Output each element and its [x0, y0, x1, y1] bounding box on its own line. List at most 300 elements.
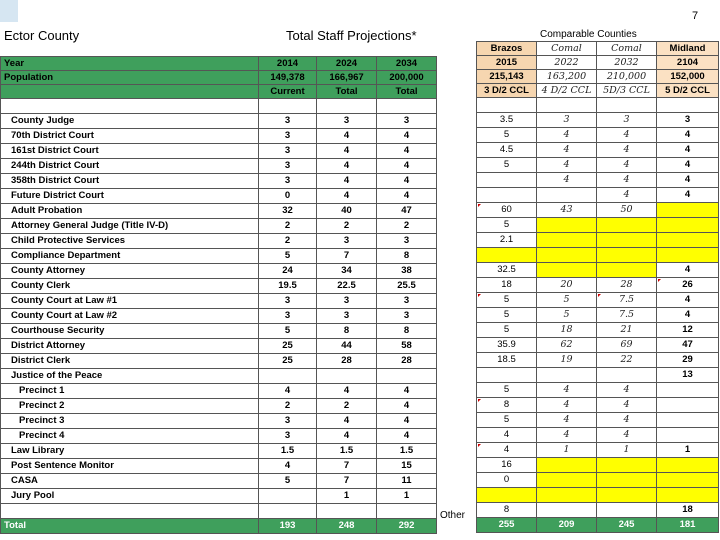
header-cell: 2024 [317, 57, 377, 71]
comparable-value: 18 [537, 323, 597, 338]
row-value: 7 [317, 459, 377, 474]
comparable-value: 16 [477, 458, 537, 473]
comparable-value [597, 248, 657, 263]
comparable-row [477, 488, 719, 503]
comparable-value: 5 [477, 413, 537, 428]
comparable-value [597, 488, 657, 503]
table-row [1, 279, 437, 294]
county-header-cell: 2022 [537, 56, 597, 70]
comparable-value [537, 248, 597, 263]
table-row [1, 414, 437, 429]
comparable-value: 4 [537, 143, 597, 158]
comparable-row [477, 143, 719, 158]
total-label: Total [1, 519, 259, 534]
row-label: County Court at Law #2 [1, 309, 259, 324]
header-cell: Population [1, 71, 259, 85]
total-value: 248 [317, 519, 377, 534]
comparable-value: 8 [477, 503, 537, 518]
comparable-value [537, 503, 597, 518]
row-label: 161st District Court [1, 144, 259, 159]
corner-tab [0, 0, 18, 22]
comparable-value: 4 [597, 188, 657, 203]
row-value: 5 [259, 474, 317, 489]
comparable-value: 4.5 [477, 143, 537, 158]
table-row [1, 339, 437, 354]
comparable-value: 1 [597, 443, 657, 458]
comparable-row [477, 233, 719, 248]
page-title: Ector County [4, 28, 80, 43]
row-value: 2 [317, 399, 377, 414]
table-row [1, 129, 437, 144]
comparable-total-value: 181 [657, 518, 719, 533]
row-value: 34 [317, 264, 377, 279]
comparable-row [477, 473, 719, 488]
comparable-value [657, 398, 719, 413]
comparable-row [477, 218, 719, 233]
table-row [1, 204, 437, 219]
row-label: Attorney General Judge (Title IV-D) [1, 219, 259, 234]
row-label: CASA [1, 474, 259, 489]
comparable-value: 5 [477, 128, 537, 143]
comparable-total-row [477, 518, 719, 533]
row-value: 15 [377, 459, 437, 474]
row-value [317, 504, 377, 519]
staff-projection-table [0, 56, 437, 534]
row-value: 5 [259, 324, 317, 339]
row-value: 11 [377, 474, 437, 489]
county-header-cell: 5 D/2 CCL [657, 84, 719, 98]
total-value: 193 [259, 519, 317, 534]
comparable-value [477, 248, 537, 263]
comparable-value [477, 368, 537, 383]
comparable-value: 5 [477, 293, 537, 308]
header-cell: 166,967 [317, 71, 377, 85]
header-row [1, 57, 437, 71]
comparable-row [477, 413, 719, 428]
comparable-value: 4 [657, 143, 719, 158]
row-value: 28 [317, 354, 377, 369]
total-row [1, 519, 437, 534]
row-value: 4 [317, 414, 377, 429]
row-value: 2 [377, 219, 437, 234]
row-value [259, 504, 317, 519]
row-value: 4 [377, 429, 437, 444]
county-header-cell: 2104 [657, 56, 719, 70]
table-row [1, 174, 437, 189]
comparable-value [537, 218, 597, 233]
row-value: 3 [377, 294, 437, 309]
row-value: 4 [377, 414, 437, 429]
table-row [1, 324, 437, 339]
row-label: Justice of the Peace [1, 369, 259, 384]
comparable-value [537, 488, 597, 503]
comparable-value: 18 [657, 503, 719, 518]
header-cell: Year [1, 57, 259, 71]
header-cell: 200,000 [377, 71, 437, 85]
row-value: 1.5 [377, 444, 437, 459]
comparable-value: 4 [537, 128, 597, 143]
comparable-value [657, 458, 719, 473]
comparable-value: 5 [477, 218, 537, 233]
comparable-value: 0 [477, 473, 537, 488]
row-value: 25 [259, 339, 317, 354]
comparable-value: 4 [597, 428, 657, 443]
header-cell: Total [377, 85, 437, 99]
comparable-value [657, 488, 719, 503]
comparable-row [477, 383, 719, 398]
comparable-value: 4 [657, 173, 719, 188]
row-label: Compliance Department [1, 249, 259, 264]
row-value: 1 [317, 489, 377, 504]
comparable-value: 21 [597, 323, 657, 338]
comparable-value: 60 [477, 203, 537, 218]
comparable-value: 35.9 [477, 338, 537, 353]
table-cell [1, 99, 259, 114]
county-header-row [477, 42, 719, 56]
row-value: 4 [317, 384, 377, 399]
comparable-row [477, 158, 719, 173]
county-header-row [477, 56, 719, 70]
row-value: 8 [377, 324, 437, 339]
table-row [1, 294, 437, 309]
comparable-value [537, 188, 597, 203]
table-row [1, 189, 437, 204]
row-value: 2 [259, 219, 317, 234]
table-row [1, 399, 437, 414]
comparable-value [597, 233, 657, 248]
comparable-value [537, 368, 597, 383]
row-value: 8 [377, 249, 437, 264]
row-label: 358th District Court [1, 174, 259, 189]
row-value: 3 [259, 414, 317, 429]
row-value: 47 [377, 204, 437, 219]
table-row [1, 234, 437, 249]
table-row [1, 159, 437, 174]
table-cell [317, 99, 377, 114]
comparable-value: 4 [657, 128, 719, 143]
row-value: 3 [317, 234, 377, 249]
comparable-value [657, 248, 719, 263]
comparable-value: 4 [537, 173, 597, 188]
row-value: 4 [377, 384, 437, 399]
comparable-value: 20 [537, 278, 597, 293]
row-value: 3 [259, 114, 317, 129]
header-cell [1, 85, 259, 99]
county-header-cell: 4 D/2 CCL [537, 84, 597, 98]
comparable-total-value: 245 [597, 518, 657, 533]
comparable-value: 3 [657, 113, 719, 128]
row-label: 70th District Court [1, 129, 259, 144]
comparable-value [657, 383, 719, 398]
comparable-value [597, 458, 657, 473]
row-value: 1.5 [317, 444, 377, 459]
row-label: District Attorney [1, 339, 259, 354]
row-value: 3 [317, 294, 377, 309]
comparable-value: 7.5 [597, 308, 657, 323]
comparable-value [657, 428, 719, 443]
row-value: 2 [259, 399, 317, 414]
comparable-row [477, 203, 719, 218]
comparable-value: 5 [477, 383, 537, 398]
comparable-value [537, 263, 597, 278]
comparable-value: 4 [537, 158, 597, 173]
comparable-value: 4 [657, 293, 719, 308]
comparable-row [477, 503, 719, 518]
comparable-value: 4 [597, 398, 657, 413]
comparable-total-value: 209 [537, 518, 597, 533]
comparable-value: 4 [597, 413, 657, 428]
row-value: 1 [377, 489, 437, 504]
comparable-value: 18.5 [477, 353, 537, 368]
table-row [1, 144, 437, 159]
comparable-value: 5 [477, 158, 537, 173]
header-cell: 2034 [377, 57, 437, 71]
row-value: 8 [317, 324, 377, 339]
comparable-row [477, 368, 719, 383]
comparable-value: 3 [597, 113, 657, 128]
comparable-value: 13 [657, 368, 719, 383]
table-cell [537, 98, 597, 113]
comparable-value [597, 368, 657, 383]
row-value [259, 369, 317, 384]
row-value: 25.5 [377, 279, 437, 294]
comparable-value: 1 [537, 443, 597, 458]
row-value: 3 [259, 159, 317, 174]
comparable-value: 4 [477, 443, 537, 458]
comparable-row [477, 113, 719, 128]
comparable-value: 8 [477, 398, 537, 413]
comparable-value: 4 [657, 188, 719, 203]
comparable-value: 4 [597, 383, 657, 398]
comparable-value: 22 [597, 353, 657, 368]
comparable-value: 47 [657, 338, 719, 353]
row-value: 28 [377, 354, 437, 369]
county-header-cell: Comal [537, 42, 597, 56]
spacer-row [1, 99, 437, 114]
comparable-value: 69 [597, 338, 657, 353]
row-value: 3 [259, 309, 317, 324]
county-header-cell: 152,000 [657, 70, 719, 84]
row-value [259, 489, 317, 504]
comparable-value: 62 [537, 338, 597, 353]
row-label: 244th District Court [1, 159, 259, 174]
table-cell [377, 99, 437, 114]
row-label: County Attorney [1, 264, 259, 279]
comparable-value: 43 [537, 203, 597, 218]
comparable-row [477, 263, 719, 278]
table-row [1, 489, 437, 504]
comparable-value [597, 218, 657, 233]
comparable-value: 5 [477, 308, 537, 323]
comparable-value [597, 503, 657, 518]
row-value: 38 [377, 264, 437, 279]
page-subtitle: Total Staff Projections* [286, 28, 417, 43]
comparable-value: 5 [537, 293, 597, 308]
comparable-value: 12 [657, 323, 719, 338]
comparable-value: 4 [477, 428, 537, 443]
table-row [1, 369, 437, 384]
row-value: 7 [317, 249, 377, 264]
comparable-value: 5 [537, 308, 597, 323]
comparable-value [657, 218, 719, 233]
row-value: 19.5 [259, 279, 317, 294]
comparable-value [597, 473, 657, 488]
row-label: Precinct 3 [1, 414, 259, 429]
comparable-row [477, 188, 719, 203]
spacer-row [477, 98, 719, 113]
row-value: 44 [317, 339, 377, 354]
table-row [1, 444, 437, 459]
comparable-value [537, 458, 597, 473]
table-row [1, 459, 437, 474]
comparable-value [597, 263, 657, 278]
row-value: 3 [259, 294, 317, 309]
comparable-value: 4 [537, 398, 597, 413]
row-value: 0 [259, 189, 317, 204]
row-value: 4 [377, 189, 437, 204]
table-row [1, 354, 437, 369]
row-label: Future District Court [1, 189, 259, 204]
comparable-row [477, 353, 719, 368]
comparable-value [477, 188, 537, 203]
comparable-row [477, 293, 719, 308]
comparable-value: 7.5 [597, 293, 657, 308]
county-header-row [477, 70, 719, 84]
county-header-cell: Midland [657, 42, 719, 56]
county-header-cell: 163,200 [537, 70, 597, 84]
county-header-row [477, 84, 719, 98]
comparable-value: 4 [597, 128, 657, 143]
header-row [1, 85, 437, 99]
table-cell [259, 99, 317, 114]
county-header-cell: Brazos [477, 42, 537, 56]
row-value: 2 [317, 219, 377, 234]
row-value: 4 [377, 129, 437, 144]
comparable-row [477, 248, 719, 263]
row-value: 4 [317, 174, 377, 189]
comparable-row [477, 128, 719, 143]
row-label: Adult Probation [1, 204, 259, 219]
comparable-counties-label: Comparable Counties [540, 29, 637, 40]
comparable-value [657, 413, 719, 428]
total-value: 292 [377, 519, 437, 534]
row-value: 3 [259, 174, 317, 189]
county-header-cell: 210,000 [597, 70, 657, 84]
row-value: 4 [377, 144, 437, 159]
row-label [1, 504, 259, 519]
comparable-value: 1 [657, 443, 719, 458]
row-value: 3 [377, 114, 437, 129]
row-value: 25 [259, 354, 317, 369]
comparable-value: 4 [657, 308, 719, 323]
row-value: 4 [377, 159, 437, 174]
comparable-value [657, 473, 719, 488]
header-cell: Total [317, 85, 377, 99]
comparable-value: 3 [537, 113, 597, 128]
row-value: 24 [259, 264, 317, 279]
row-value: 4 [377, 174, 437, 189]
row-label: County Clerk [1, 279, 259, 294]
comparable-value: 32.5 [477, 263, 537, 278]
table-cell [477, 98, 537, 113]
row-value: 7 [317, 474, 377, 489]
comparable-value: 50 [597, 203, 657, 218]
comparable-value: 4 [597, 158, 657, 173]
row-value: 3 [377, 234, 437, 249]
row-value: 32 [259, 204, 317, 219]
comparable-value: 5 [477, 323, 537, 338]
row-label: Jury Pool [1, 489, 259, 504]
header-cell: Current [259, 85, 317, 99]
comparable-value: 4 [537, 383, 597, 398]
row-value: 4 [377, 399, 437, 414]
row-label: Child Protective Services [1, 234, 259, 249]
row-value: 22.5 [317, 279, 377, 294]
table-row [1, 219, 437, 234]
table-cell [657, 98, 719, 113]
row-value: 3 [259, 129, 317, 144]
table-row [1, 429, 437, 444]
county-header-cell: Comal [597, 42, 657, 56]
comparable-value: 18 [477, 278, 537, 293]
comparable-value: 4 [597, 143, 657, 158]
comparable-value: 26 [657, 278, 719, 293]
table-row [1, 384, 437, 399]
row-value: 58 [377, 339, 437, 354]
table-row [1, 114, 437, 129]
comparable-row [477, 443, 719, 458]
row-value: 4 [317, 144, 377, 159]
table-row [1, 264, 437, 279]
comparable-row [477, 323, 719, 338]
row-value: 3 [259, 144, 317, 159]
table-row [1, 474, 437, 489]
comparable-value [657, 233, 719, 248]
comparable-total-value: 255 [477, 518, 537, 533]
row-value [377, 369, 437, 384]
comparable-row [477, 173, 719, 188]
county-header-cell: 5D/3 CCL [597, 84, 657, 98]
row-value: 3 [317, 114, 377, 129]
row-value: 4 [259, 459, 317, 474]
comparable-value: 4 [657, 158, 719, 173]
comparable-value: 28 [597, 278, 657, 293]
row-label: Precinct 1 [1, 384, 259, 399]
county-header-cell: 215,143 [477, 70, 537, 84]
comparable-row [477, 308, 719, 323]
row-value: 3 [317, 309, 377, 324]
table-cell [597, 98, 657, 113]
comparable-value: 4 [537, 428, 597, 443]
row-value: 1.5 [259, 444, 317, 459]
row-label: County Court at Law #1 [1, 294, 259, 309]
row-label: Courthouse Security [1, 324, 259, 339]
other-label: Other [440, 510, 466, 521]
row-value: 3 [259, 429, 317, 444]
comparable-value [537, 473, 597, 488]
comparable-value [657, 203, 719, 218]
comparable-value [477, 173, 537, 188]
county-header-cell: 2015 [477, 56, 537, 70]
comparable-value: 2.1 [477, 233, 537, 248]
comparable-value: 4 [657, 263, 719, 278]
header-cell: 2014 [259, 57, 317, 71]
row-value [377, 504, 437, 519]
county-header-cell: 2032 [597, 56, 657, 70]
row-label: Precinct 2 [1, 399, 259, 414]
comparable-value: 3.5 [477, 113, 537, 128]
header-row [1, 71, 437, 85]
